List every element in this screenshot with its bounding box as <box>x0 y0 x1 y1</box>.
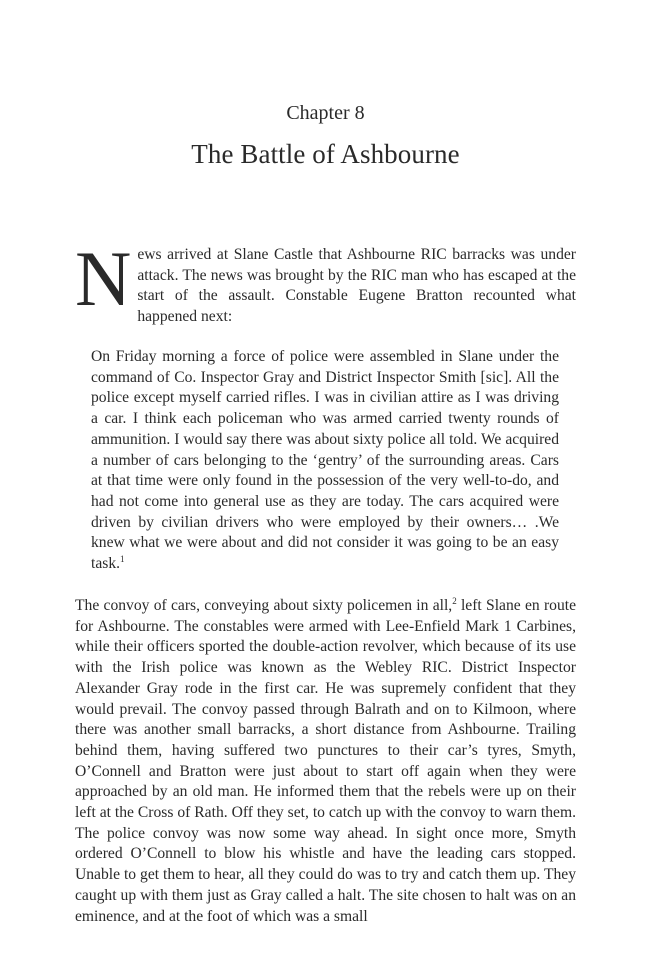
block-quote <box>91 347 559 575</box>
footnote-ref-2[interactable]: 2 <box>452 595 457 606</box>
chapter-number: Chapter 8 <box>286 102 365 124</box>
intro-paragraph <box>75 235 576 328</box>
drop-cap: N <box>75 235 132 322</box>
intro-text: ews arrived at Slane Castle that Ashbourne RIC barracks was under attack. The news was brought by the RIC man who has escaped at the start of the assault. Constable Eugene Bratton recounted what happened next: <box>137 246 576 326</box>
quote-text: On Friday morning a force of police were assembled in Slane under the command of Co. Inspector Gray and District Inspector Smith [sic]. All the police except myself carried rifles. I was in civilian attire as I was driving a car. I think each policeman who was armed carried twenty rounds of ammunition. I would say there was about sixty police all told. We acquired a number of cars belonging to the ‘gentry’ of the surrounding areas. Cars at that time were only found in the possession of the very well-to-do, and had not come into general use as they are today. The cars acquired were driven by civilian drivers who were employed by their owners… .We knew what we were about and did not consider it was going to be an easy task. <box>91 348 559 573</box>
footnote-ref-1[interactable]: 1 <box>120 553 125 564</box>
body-text-rest: left Slane en route for Ashbourne. The constables were armed with Lee-Enfield Mark 1 Carbines, while their officers sported the double-action revolver, which because of its use with the Irish police was known as the Webley RIC. District Inspector Alexander Gray rode in the first car. He was supremely confident that they would prevail. The convoy passed through Balrath and on to Kilmoon, where there was another small barracks, a short distance from Ashbourne. Trailing behind them, having suffered two punctures to their car’s tyres, Smyth, O’Connell and Bratton were just about to start off again when they were approached by an old man. He informed them that the rebels were up on their left at the Cross of Rath. Off they set, to catch up with the convoy to warn them. The police convoy was now some way ahead. In sight once more, Smyth ordered O’Connell to blow his whistle and have the leading cars stopped. Unable to get them to hear, all they could do was to try and catch them up. They caught up with them just as Gray called a halt. The site chosen to halt was on an eminence, and at the foot of which was a small <box>75 597 577 925</box>
body-text-start: The convoy of cars, conveying about sixty policemen in all, <box>75 597 453 614</box>
body-paragraph <box>75 596 576 927</box>
chapter-title: The Battle of Ashbourne <box>191 139 460 169</box>
